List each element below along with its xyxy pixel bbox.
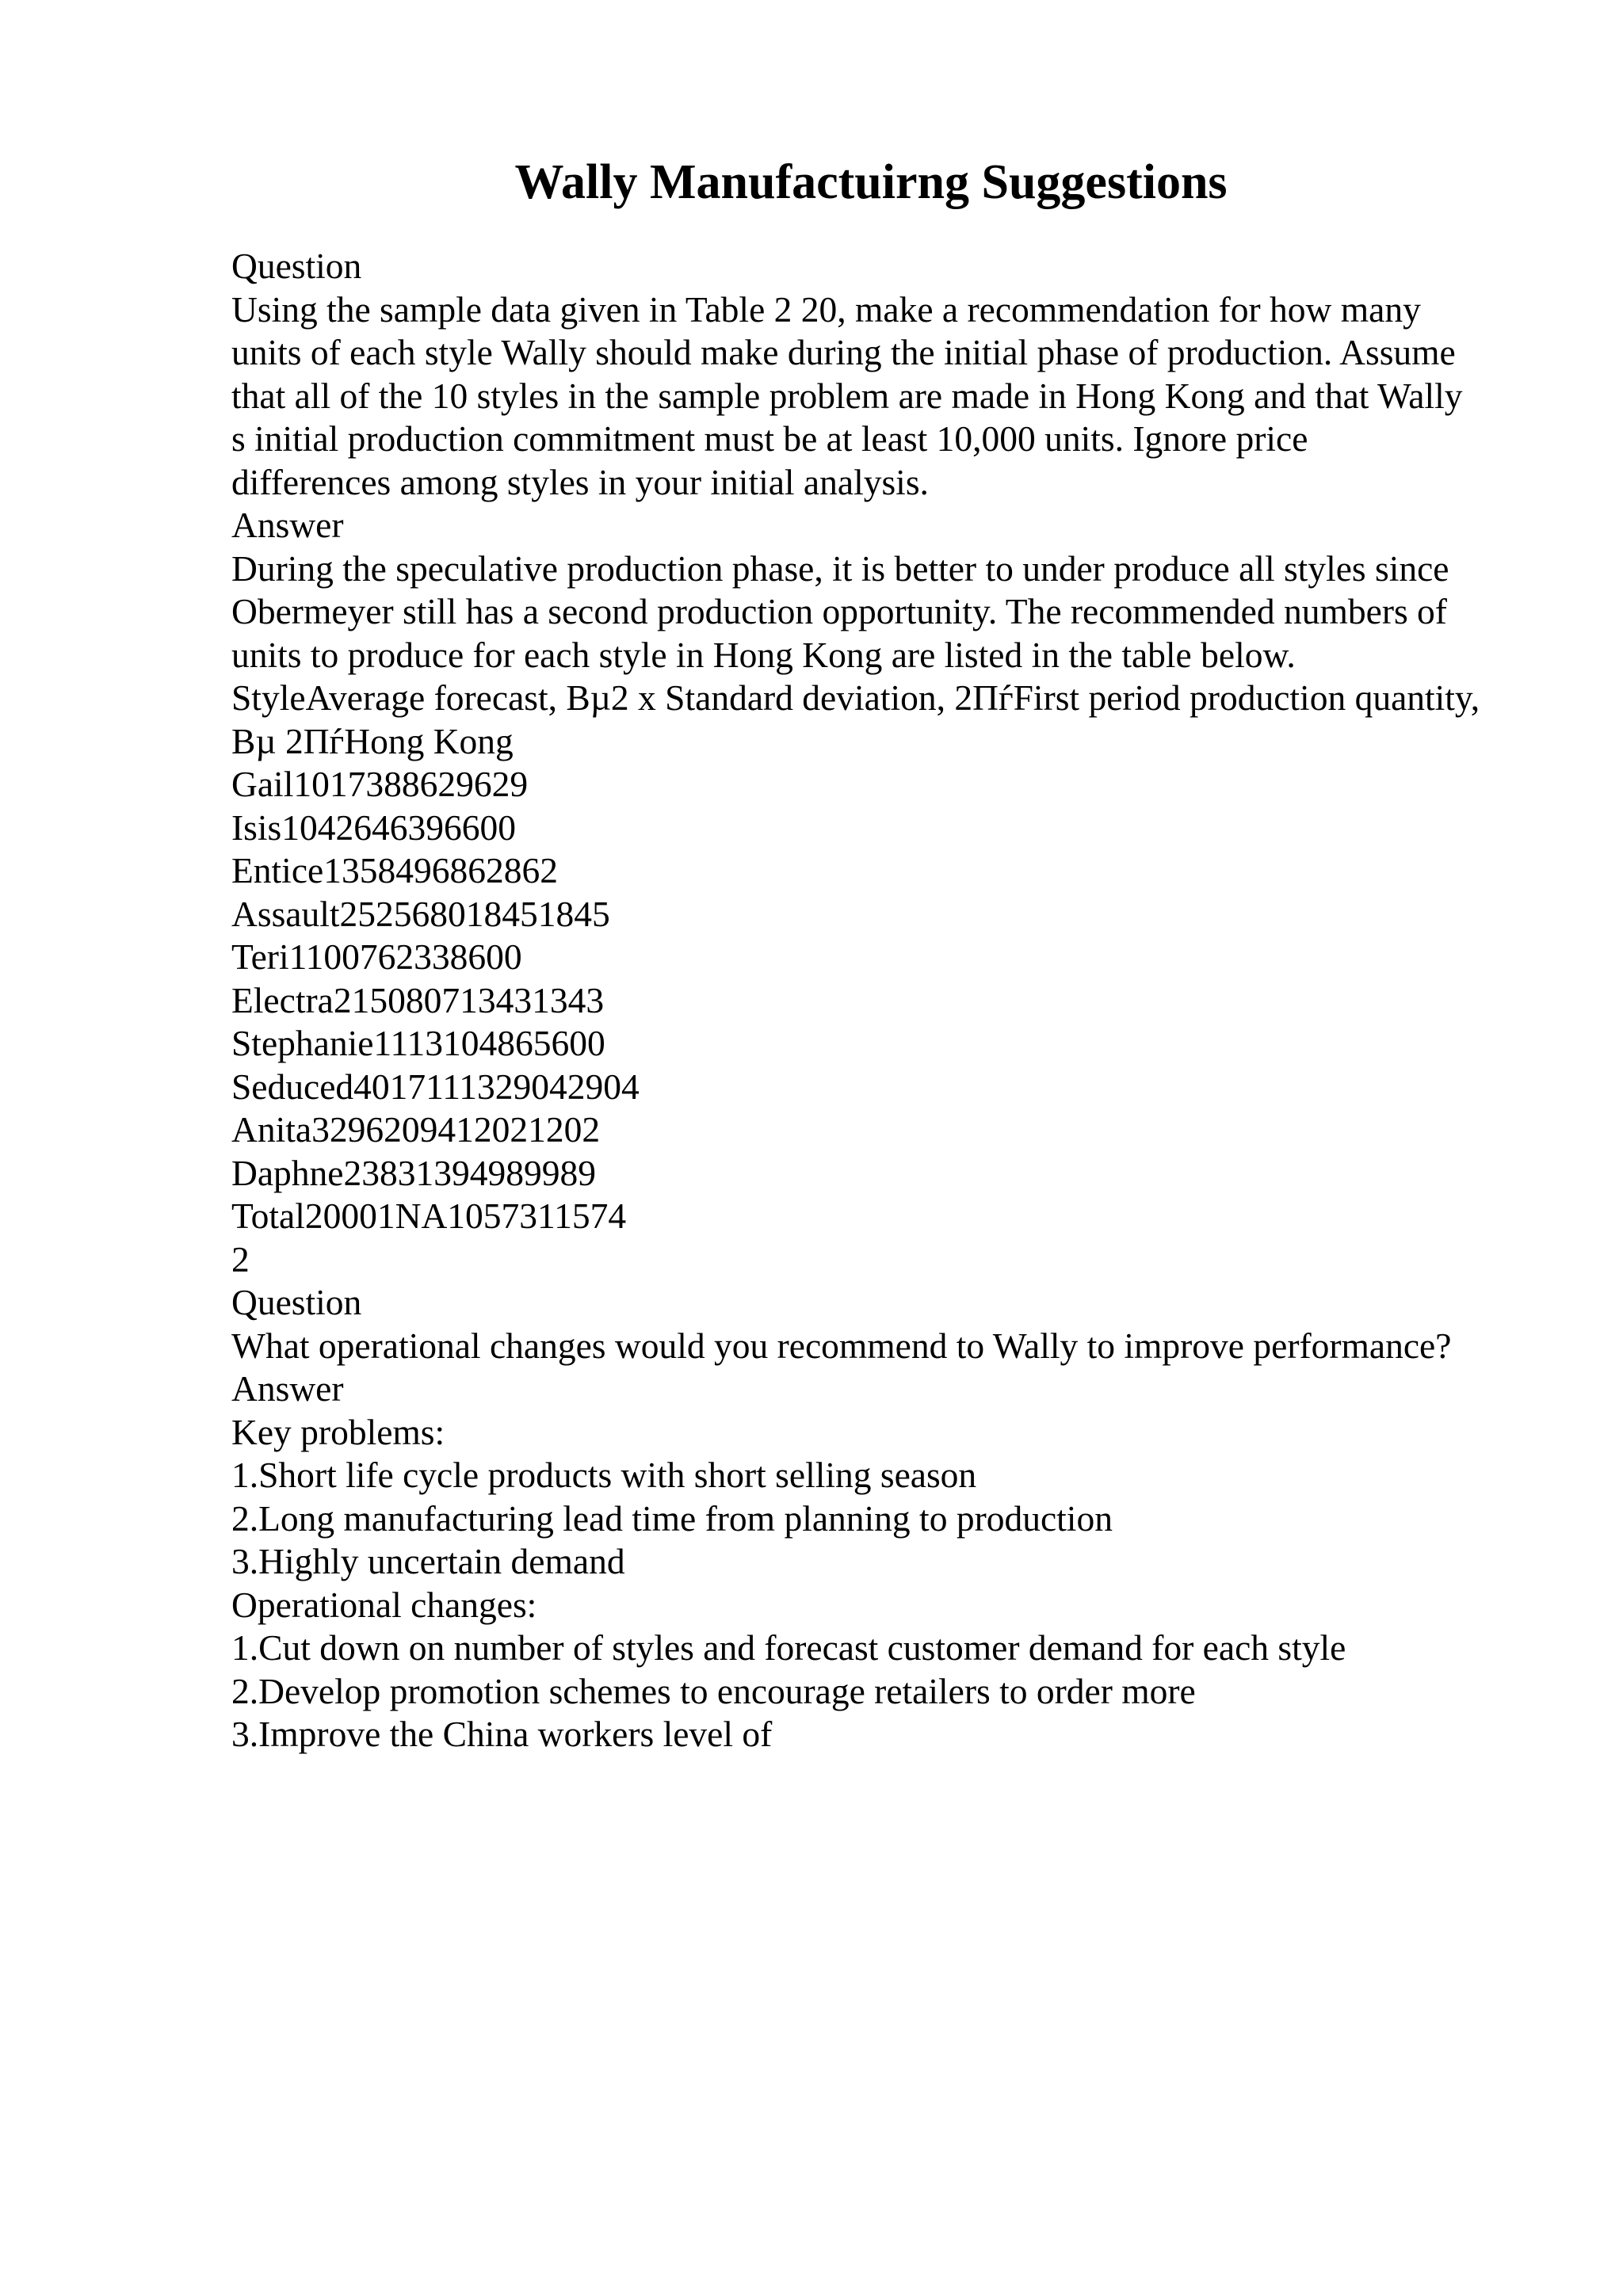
- list-item: 3.Improve the China workers level of: [231, 1714, 773, 1754]
- table-row: Assault252568018451845: [231, 893, 610, 934]
- table-header-line: StyleAverage forecast, Bµ2 x Standard deviation, 2ПѓFirst period production quantity,: [231, 677, 1480, 718]
- list-item: 1.Short life cycle products with short selling season: [231, 1455, 977, 1495]
- table-row: Seduced4017111329042904: [231, 1066, 640, 1107]
- section-label-question: Question: [231, 246, 362, 286]
- table-row: Isis1042646396600: [231, 807, 516, 848]
- document-body: [231, 245, 1594, 1756]
- table-row: Entice1358496862862: [231, 850, 558, 891]
- table-row: Anita3296209412021202: [231, 1109, 601, 1150]
- subheading-operational-changes: Operational changes:: [231, 1584, 537, 1625]
- list-item: 2.Long manufacturing lead time from planning to production: [231, 1497, 1113, 1539]
- table-row: Stephanie1113104865600: [231, 1023, 605, 1063]
- table-header-line: Bµ 2ПѓHong Kong: [231, 720, 514, 761]
- table-row: Electra215080713431343: [231, 979, 605, 1020]
- answer-text-line: units to produce for each style in Hong Kong are listed in the table below.: [231, 634, 1296, 675]
- section-label-answer: Answer: [231, 1368, 344, 1409]
- list-item: 2.Develop promotion schemes to encourage retailers to order more: [231, 1670, 1196, 1711]
- table-row: Gail1017388629629: [231, 764, 529, 804]
- table-row: Teri1100762338600: [231, 936, 522, 977]
- document-title: Wally Manufactuirng Suggestions: [514, 155, 1228, 209]
- question-number: 2: [231, 1238, 250, 1280]
- list-item: 3.Highly uncertain demand: [231, 1541, 625, 1581]
- subheading-key-problems: Key problems:: [231, 1411, 445, 1452]
- question-text-line: units of each style Wally should make during the initial phase of production. Assume: [231, 332, 1456, 372]
- answer-text-line: Obermeyer still has a second production opportunity. The recommended numbers of: [231, 591, 1447, 631]
- question-text-line: differences among styles in your initial analysis.: [231, 461, 929, 502]
- table-row-total: Total20001NA1057311574: [231, 1196, 627, 1236]
- question-text-line: that all of the 10 styles in the sample problem are made in Hong Kong and that Wally: [231, 375, 1463, 416]
- question-text-line: s initial production commitment must be at least 10,000 units. Ignore price: [231, 418, 1308, 459]
- answer-text-line: During the speculative production phase, it is better to under produce all styles since: [231, 547, 1449, 589]
- list-item: 1.Cut down on number of styles and forecast customer demand for each style: [231, 1627, 1346, 1668]
- section-label-question: Question: [231, 1282, 362, 1322]
- section-label-answer: Answer: [231, 505, 344, 545]
- question-text-line: What operational changes would you recommend to Wally to improve performance?: [231, 1325, 1452, 1366]
- table-row: Daphne23831394989989: [231, 1152, 596, 1193]
- question-text-line: Using the sample data given in Table 2 20, make a recommendation for how many: [231, 288, 1421, 330]
